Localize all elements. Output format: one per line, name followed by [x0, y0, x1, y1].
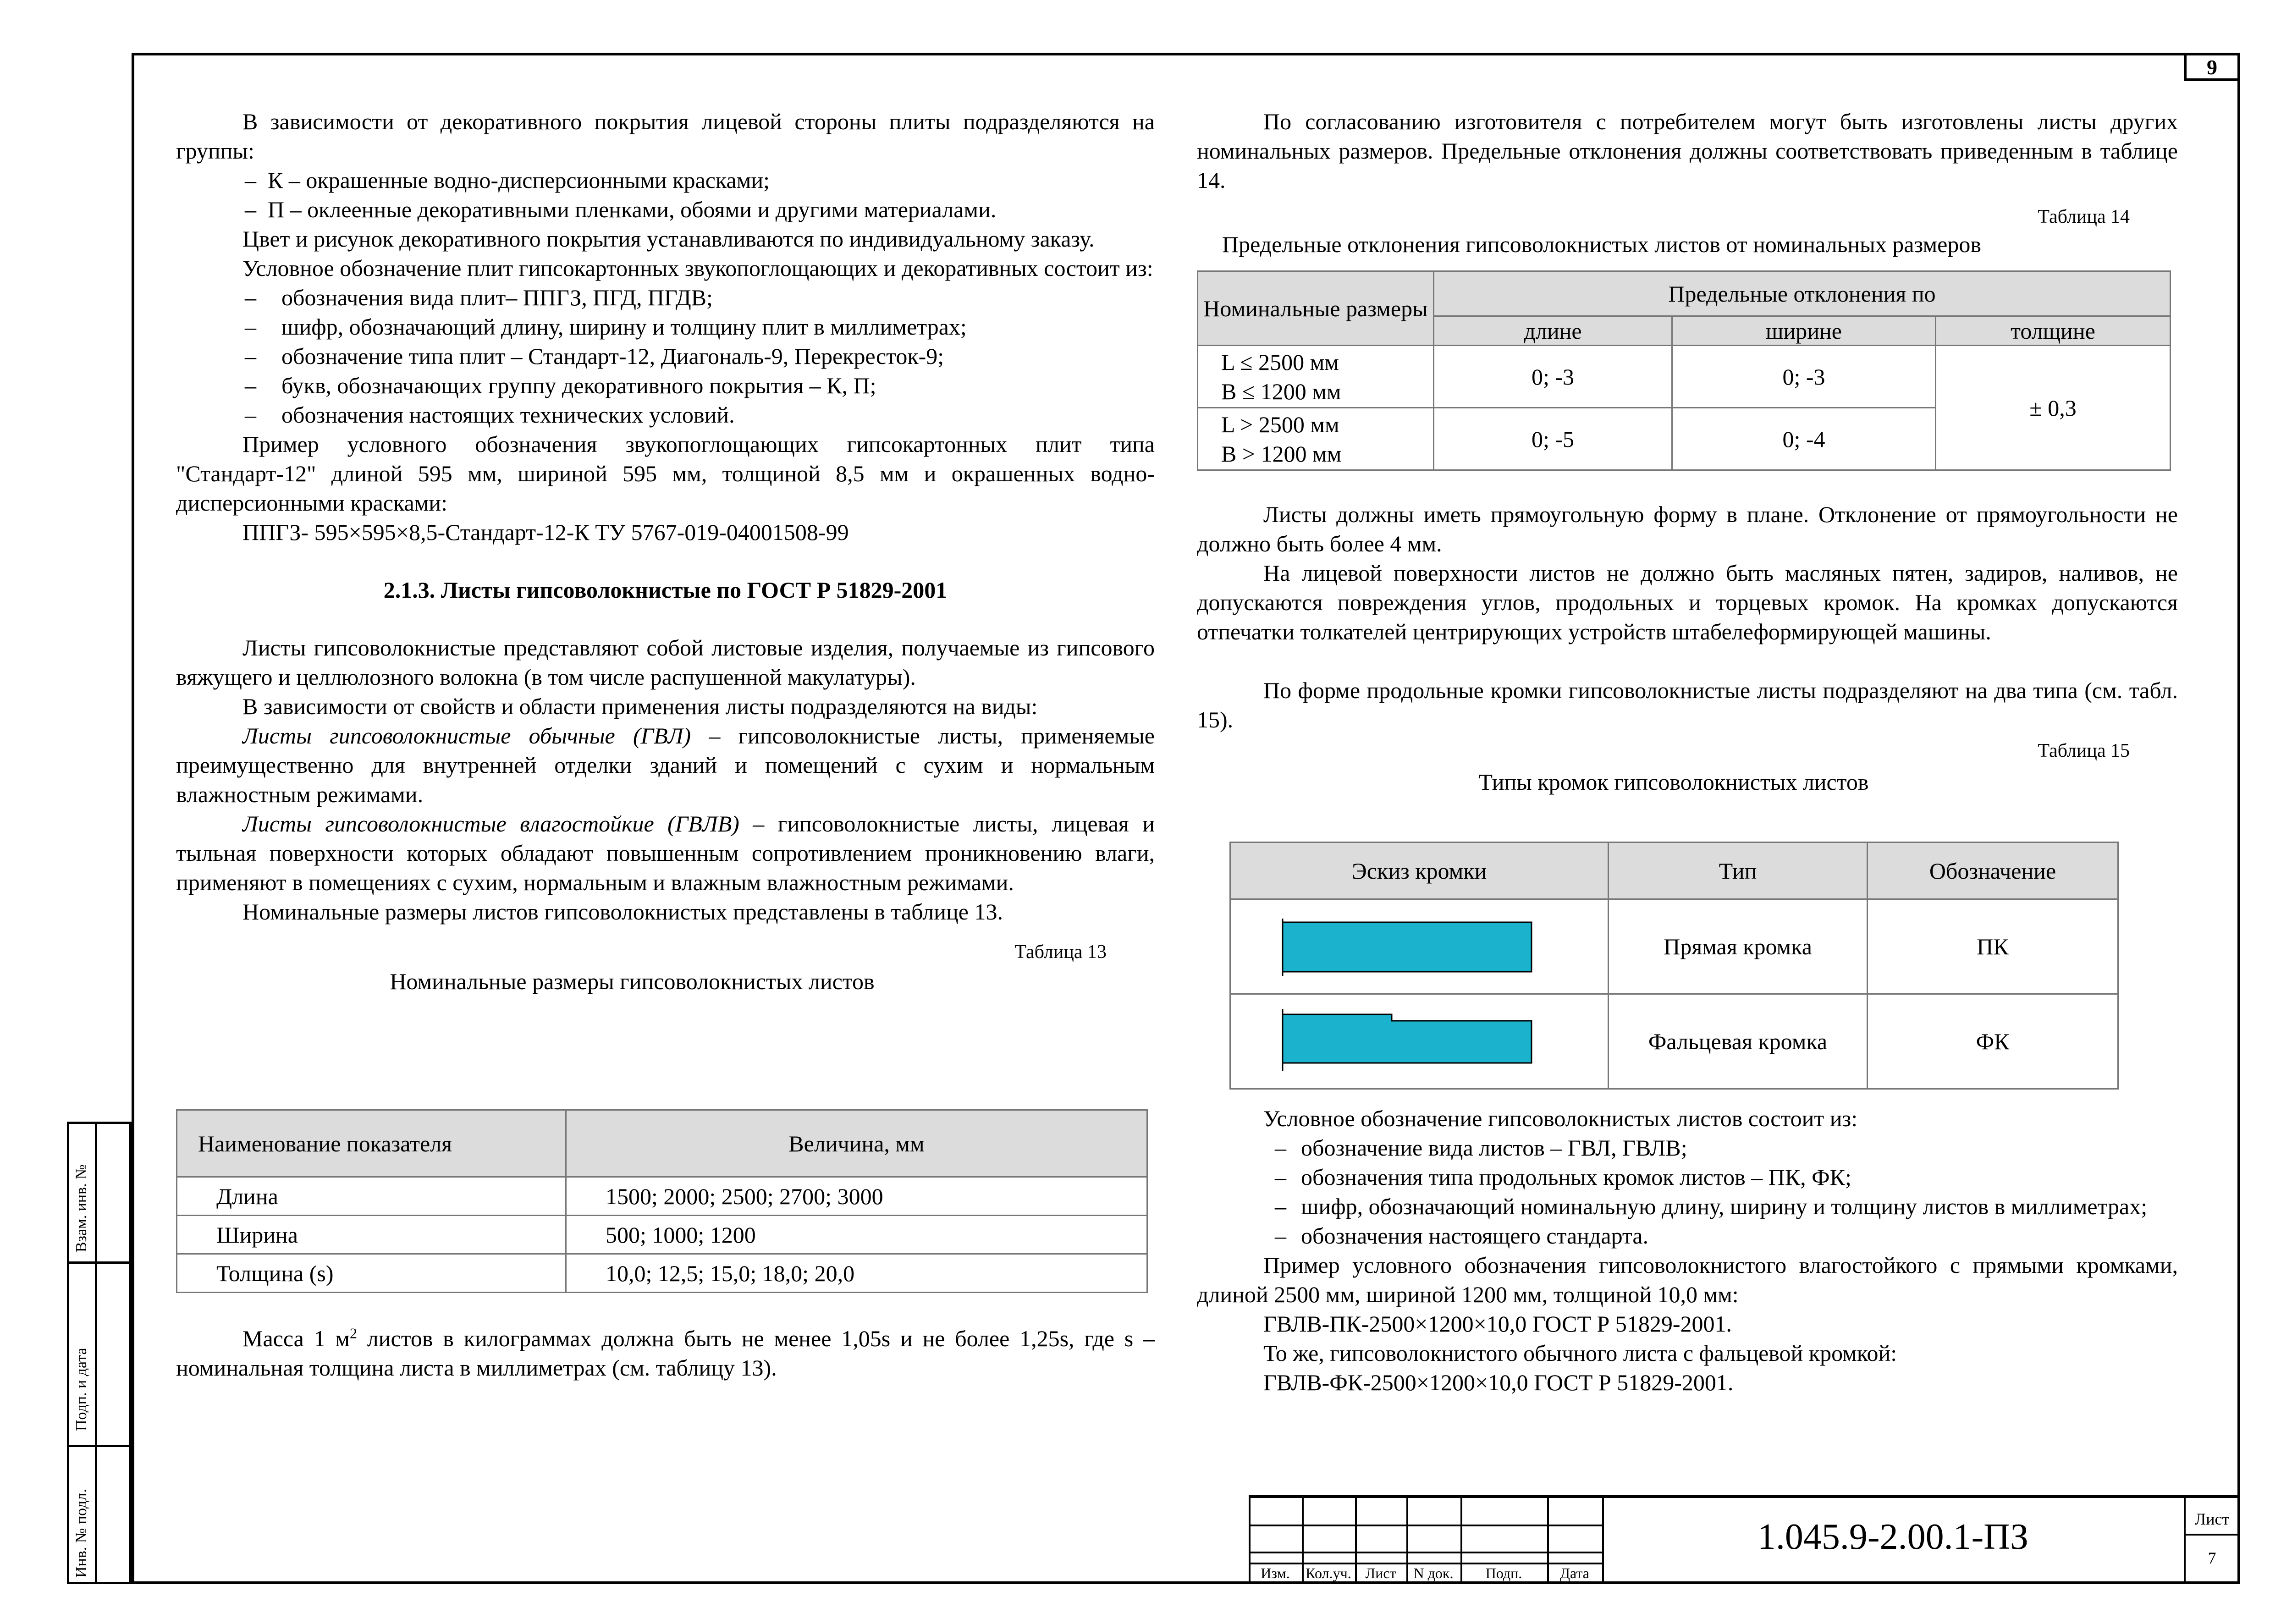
table-header: толщине — [1936, 316, 2171, 346]
binding-stamp — [67, 1122, 132, 1584]
tb-label: Изм. — [1261, 1565, 1290, 1581]
table-cell: Толщина (s) — [177, 1254, 566, 1293]
table14-label: Таблица 14 — [2038, 206, 2130, 227]
table15 — [1229, 842, 2119, 1090]
table-cell: 1500; 2000; 2500; 2700; 3000 — [566, 1177, 1147, 1216]
mass-paragraph: Масса 1 $м^2$ листов в килограммах должна быть не менее 1,05s и не более 1,25s, где s – номинальная толщина листа в миллиметрах (см. таблицу 13). — [176, 1325, 1155, 1381]
tb-label: Кол.уч. — [1306, 1565, 1351, 1581]
table-cell: L ≤ 2500 мм B ≤ 1200 мм — [1198, 346, 1434, 408]
table-cell: ± 0,3 — [1936, 346, 2171, 470]
tb-label: N док. — [1413, 1565, 1454, 1581]
paragraph: Пример условного обозначения гипсоволокнистого влагостойкого с прямыми кромками, длиной 2500 мм, шириной 1200 мм, толщиной 10,0 мм: — [1197, 1252, 2178, 1307]
paragraph: Листы должны иметь прямоугольную форму в плане. Отклонение от прямоугольности не должно быть более 4 мм. — [1197, 501, 2178, 556]
table-cell: ПК — [1868, 899, 2118, 994]
table-cell: L > 2500 мм B > 1200 мм — [1198, 408, 1434, 470]
list-item: – обозначения настоящих технических условий. — [245, 402, 735, 428]
table-cell: Прямая кромка — [1609, 899, 1868, 994]
table-header: Эскиз кромки — [1230, 842, 1609, 899]
paragraph: Листы гипсоволокнистые обычные (ГВЛ) – гипсоволокнистые листы, применяемые преимущественно для внутренней отделки зданий и помещений с сухим и нормальным влажностным режимами. — [176, 723, 1155, 807]
rebated-edge-icon — [1231, 995, 1607, 1082]
table-cell: Ширина — [177, 1216, 566, 1254]
tb-label: Дата — [1560, 1565, 1589, 1581]
table-header: Наименование показателя — [177, 1110, 566, 1177]
paragraph: Листы гипсоволокнистые представляют собой листовые изделия, получаемые из гипсового вяжущего и целлюлозного волокна (в том числе распушенной макулатуры). — [176, 635, 1155, 690]
paragraph: По форме продольные кромки гипсоволокнистые листы подразделяют на два типа (см. табл. 15). — [1197, 677, 2178, 732]
designation-example: ППГЗ- 595×595×8,5-Стандарт-12-К ТУ 5767-019-04001508-99 — [242, 519, 849, 545]
paragraph: Пример условного обозначения звукопоглощающих гипсокартонных плит типа "Стандарт-12" длиной 595 мм, шириной 595 мм, толщиной 8,5 мм и окрашенных водно-дисперсионными красками: — [176, 431, 1155, 516]
title-block — [1249, 1495, 2240, 1584]
paragraph: По согласованию изготовителя с потребителем могут быть изготовлены листы других номинальных размеров. Предельные отклонения должны соответствовать приведенным в таблице 14. — [1197, 109, 2178, 193]
table-cell: 0; -3 — [1434, 346, 1672, 408]
table-cell: 0; -4 — [1672, 408, 1936, 470]
table14 — [1197, 270, 2171, 471]
list-item: – шифр, обозначающий номинальную длину, ширину и толщину листов в миллиметрах; — [1275, 1194, 2148, 1219]
list-item: – обозначение типа плит – Стандарт-12, Диагональ-9, Перекресток-9; — [245, 343, 944, 369]
table-header: длине — [1434, 316, 1672, 346]
table14-title: Предельные отклонения гипсоволокнистых листов от номинальных размеров — [1222, 231, 1981, 257]
table13 — [176, 1109, 1148, 1293]
right-column-bottom — [1197, 1104, 2178, 1397]
table-header: Номинальные размеры — [1198, 271, 1434, 346]
paragraph: В зависимости от свойств и области применения листы подразделяются на виды: — [242, 694, 1038, 719]
paragraph: Условное обозначение гипсоволокнистых листов состоит из: — [1263, 1106, 1858, 1131]
left-column — [176, 107, 1155, 996]
stamp-replacement-inv: Взам. инв. № — [73, 1164, 90, 1252]
table-cell: 500; 1000; 1200 — [566, 1216, 1147, 1254]
table-cell: ФК — [1868, 994, 2118, 1089]
designation-example: ГВЛВ-ФК-2500×1200×10,0 ГОСТ Р 51829-2001. — [1263, 1370, 1734, 1395]
stamp-original-inv: Инв. № подл. — [73, 1489, 90, 1578]
table13-label: Таблица 13 — [1014, 941, 1107, 963]
paragraph: Номинальные размеры листов гипсоволокнистых представлены в таблице 13. — [242, 899, 1003, 925]
document-code: 1.045.9-2.00.1-ПЗ — [1757, 1517, 2029, 1557]
table-cell: Фальцевая кромка — [1609, 994, 1868, 1089]
table15-title: Типы кромок гипсоволокнистых листов — [1478, 769, 1869, 795]
sheet-number: 7 — [2208, 1549, 2216, 1567]
table-header: ширине — [1672, 316, 1936, 346]
table-cell: 10,0; 12,5; 15,0; 18,0; 20,0 — [566, 1254, 1147, 1293]
list-item: – К – окрашенные водно-дисперсионными красками; — [245, 167, 770, 193]
list-item: – обозначения вида плит– ППГЗ, ПГД, ПГДВ; — [245, 285, 713, 310]
right-column-top — [1197, 107, 2178, 259]
table-header: Величина, мм — [566, 1110, 1147, 1177]
table-header: Предельные отклонения по — [1434, 271, 2171, 316]
table-cell: 0; -3 — [1672, 346, 1936, 408]
paragraph: То же, гипсоволокнистого обычного листа с фальцевой кромкой: — [1263, 1340, 1897, 1366]
paragraph: В зависимости от декоративного покрытия лицевой стороны плиты подразделяются на группы: — [176, 109, 1155, 164]
paragraph: На лицевой поверхности листов не должно быть масляных пятен, задиров, наливов, не допускаются повреждения углов, продольных и торцевых кромок. На кромках допускаются отпечатки толкателей центрирующих устройств штабелеформирующей машины. — [1197, 560, 2178, 644]
straight-edge-icon — [1231, 900, 1607, 987]
table-header: Обозначение — [1868, 842, 2118, 899]
table13-title: Номинальные размеры гипсоволокнистых листов — [390, 969, 875, 994]
table-cell: 0; -5 — [1434, 408, 1672, 470]
section-heading: 2.1.3. Листы гипсоволокнистые по ГОСТ Р 51829-2001 — [383, 577, 948, 603]
sheet-label: Лист — [2194, 1510, 2230, 1528]
list-item: – обозначения типа продольных кромок листов – ПК, ФК; — [1275, 1164, 1851, 1190]
table15-label: Таблица 15 — [2038, 740, 2130, 761]
right-column-mid — [1197, 500, 2178, 797]
table-cell: Длина — [177, 1177, 566, 1216]
list-item: – П – оклеенные декоративными пленками, обоями и другими материалами. — [245, 197, 997, 222]
list-item: – обозначения настоящего стандарта. — [1275, 1223, 1649, 1249]
list-item: – обозначение вида листов – ГВЛ, ГВЛВ; — [1275, 1135, 1687, 1161]
designation-example: ГВЛВ-ПК-2500×1200×10,0 ГОСТ Р 51829-2001. — [1263, 1311, 1732, 1337]
list-item: – букв, обозначающих группу декоративного покрытия – К, П; — [245, 373, 876, 398]
paragraph: Листы гипсоволокнистые влагостойкие (ГВЛВ) – гипсоволокнистые листы, лицевая и тыльная поверхности которых обладают повышенным сопротивлением проникновению влаги, применяют в помещениях с сухим, нормальным и влажным влажностным режимами. — [176, 811, 1155, 895]
tb-label: Подп. — [1485, 1565, 1522, 1581]
tongue-edge-sketch — [1230, 994, 1609, 1089]
list-item: – шифр, обозначающий длину, ширину и толщину плит в миллиметрах; — [245, 314, 967, 340]
stamp-signature-date: Подп. и дата — [73, 1348, 90, 1431]
table-header: Тип — [1609, 842, 1868, 899]
straight-edge-sketch — [1230, 899, 1609, 994]
tb-label: Лист — [1365, 1565, 1396, 1581]
paragraph: Цвет и рисунок декоративного покрытия устанавливаются по индивидуальному заказу. — [242, 226, 1095, 252]
page-number: 9 — [2184, 53, 2240, 81]
paragraph: Условное обозначение плит гипсокартонных звукопоглощающих и декоративных состоит из: — [242, 255, 1153, 281]
